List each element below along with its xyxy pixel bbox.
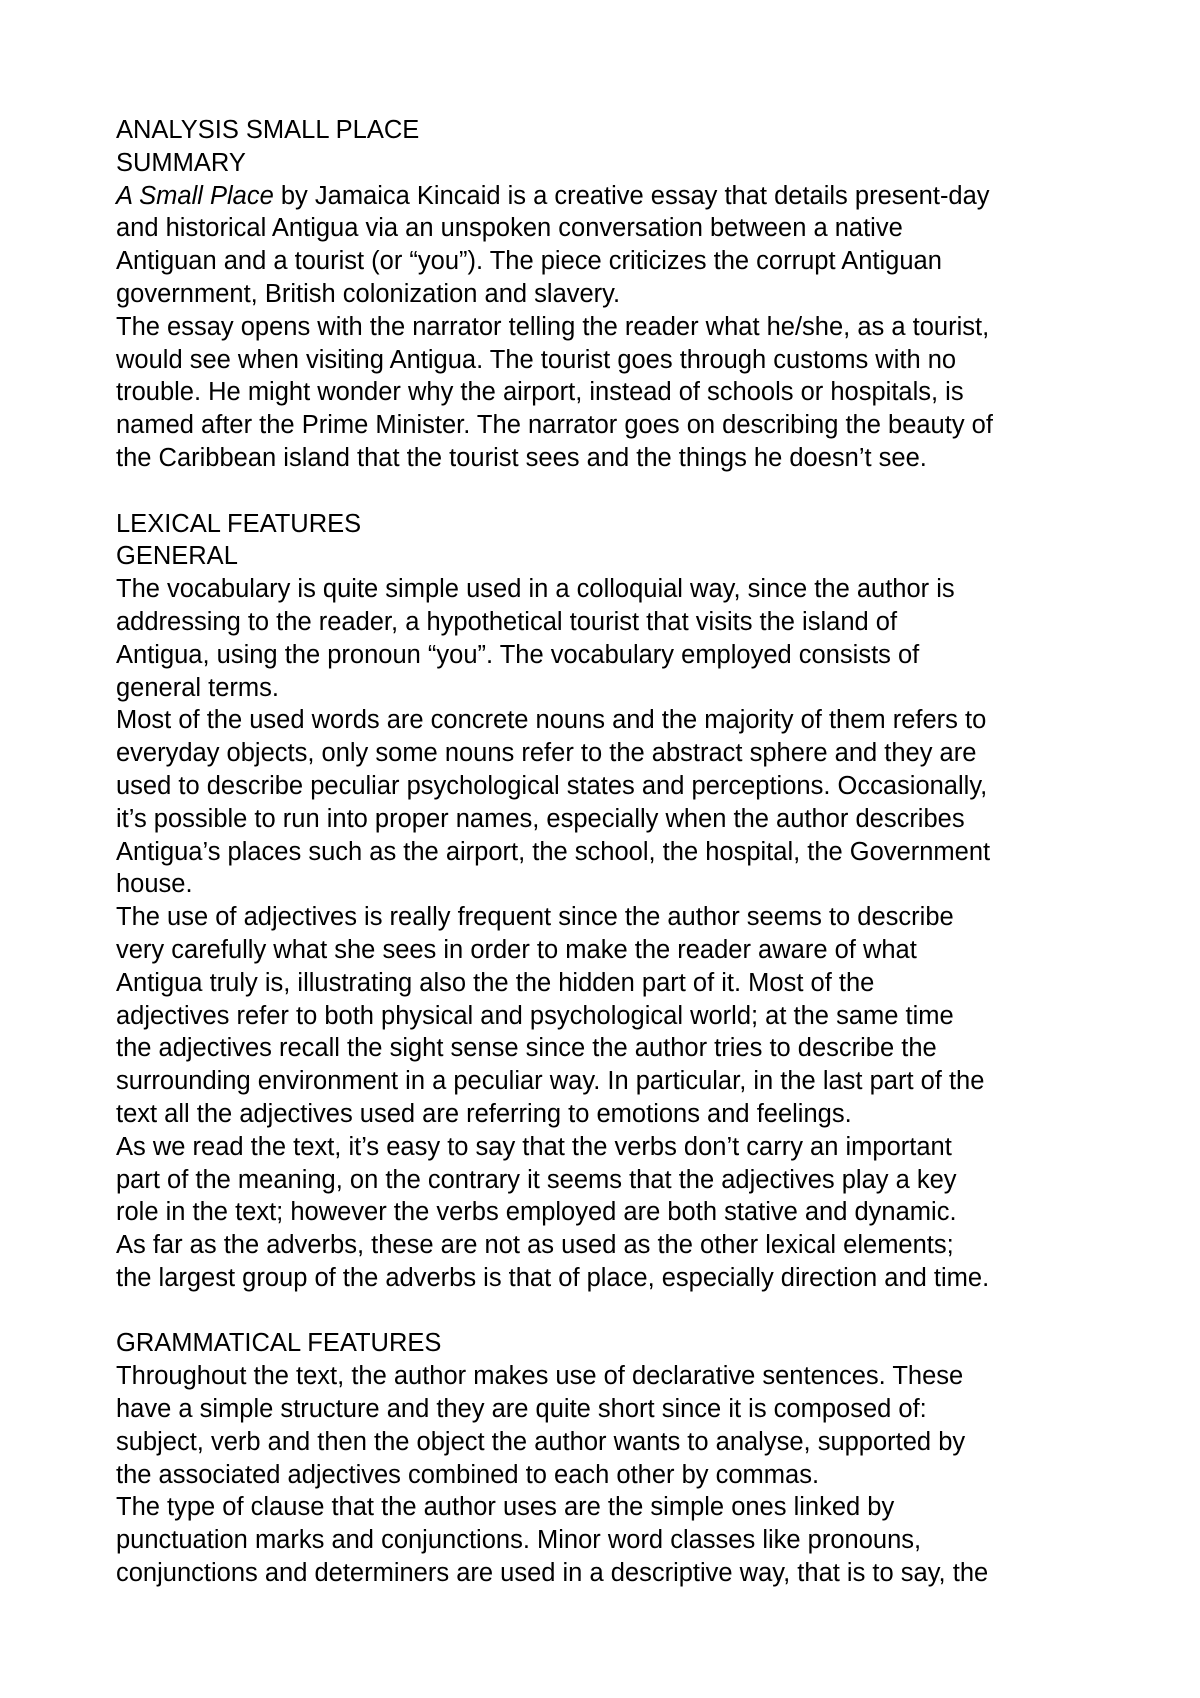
summary-line: named after the Prime Minister. The narrator goes on describing the beauty of xyxy=(116,411,993,440)
book-title: A Small Place xyxy=(116,181,274,210)
section-spacer xyxy=(116,1295,1116,1328)
summary-line: would see when visiting Antigua. The tourist goes through customs with no xyxy=(116,345,957,374)
lexical-line: The vocabulary is quite simple used in a colloquial way, since the author is xyxy=(116,575,955,604)
general-subheading: GENERAL xyxy=(116,542,238,571)
grammatical-line: subject, verb and then the object the author wants to analyse, supported by xyxy=(116,1427,966,1456)
lexical-line: used to describe peculiar psychological states and perceptions. Occasionally, xyxy=(116,771,988,800)
grammatical-line: conjunctions and determiners are used in a descriptive way, that is to say, the xyxy=(116,1559,989,1588)
document-title: ANALYSIS SMALL PLACE xyxy=(116,116,420,144)
lexical-line: general terms. xyxy=(116,673,279,702)
summary-line xyxy=(116,180,1116,213)
lexical-line: part of the meaning, on the contrary it seems that the adjectives play a key xyxy=(116,1165,957,1194)
lexical-line: text all the adjectives used are referring to emotions and feelings. xyxy=(116,1099,852,1128)
summary-line-text: by Jamaica Kincaid is a creative essay that details present-day xyxy=(273,181,990,210)
lexical-line: very carefully what she sees in order to make the reader aware of what xyxy=(116,935,917,964)
grammatical-line: Throughout the text, the author makes use of declarative sentences. These xyxy=(116,1362,964,1391)
document-body xyxy=(116,114,1116,1590)
lexical-line: role in the text; however the verbs employed are both stative and dynamic. xyxy=(116,1198,957,1227)
grammatical-line: the associated adjectives combined to each other by commas. xyxy=(116,1460,820,1489)
lexical-line: Antigua truly is, illustrating also the the hidden part of it. Most of the xyxy=(116,968,875,997)
lexical-line: adjectives refer to both physical and psychological world; at the same time xyxy=(116,1001,954,1030)
summary-line: and historical Antigua via an unspoken conversation between a native xyxy=(116,214,903,243)
lexical-line: Most of the used words are concrete nouns and the majority of them refers to xyxy=(116,706,987,735)
lexical-line: Antigua’s places such as the airport, the school, the hospital, the Government xyxy=(116,837,991,866)
summary-heading: SUMMARY xyxy=(116,148,246,177)
summary-line: Antiguan and a tourist (or “you”). The piece criticizes the corrupt Antiguan xyxy=(116,247,942,276)
lexical-line: it’s possible to run into proper names, especially when the author describes xyxy=(116,804,965,833)
summary-line: the Caribbean island that the tourist sees and the things he doesn’t see. xyxy=(116,443,927,472)
lexical-line: The use of adjectives is really frequent since the author seems to describe xyxy=(116,903,954,932)
lexical-line: As we read the text, it’s easy to say that the verbs don’t carry an important xyxy=(116,1132,952,1161)
lexical-line: addressing to the reader, a hypothetical tourist that visits the island of xyxy=(116,607,898,636)
grammatical-heading: GRAMMATICAL FEATURES xyxy=(116,1329,442,1358)
lexical-line: house. xyxy=(116,870,193,899)
section-spacer xyxy=(116,475,1116,508)
grammatical-line: have a simple structure and they are quite short since it is composed of: xyxy=(116,1395,927,1424)
lexical-heading: LEXICAL FEATURES xyxy=(116,509,362,538)
summary-line: trouble. He might wonder why the airport, instead of schools or hospitals, is xyxy=(116,378,964,407)
lexical-line: As far as the adverbs, these are not as used as the other lexical elements; xyxy=(116,1231,954,1260)
lexical-line: everyday objects, only some nouns refer to the abstract sphere and they are xyxy=(116,739,977,768)
summary-line: government, British colonization and slavery. xyxy=(116,279,621,308)
lexical-line: the adjectives recall the sight sense since the author tries to describe the xyxy=(116,1034,937,1063)
lexical-line: Antigua, using the pronoun “you”. The vocabulary employed consists of xyxy=(116,640,920,669)
grammatical-line: The type of clause that the author uses are the simple ones linked by xyxy=(116,1493,895,1522)
summary-line: The essay opens with the narrator telling the reader what he/she, as a tourist, xyxy=(116,312,990,341)
lexical-line: surrounding environment in a peculiar way. In particular, in the last part of the xyxy=(116,1067,985,1096)
lexical-line: the largest group of the adverbs is that of place, especially direction and time. xyxy=(116,1263,990,1292)
grammatical-line: punctuation marks and conjunctions. Minor word classes like pronouns, xyxy=(116,1526,922,1555)
